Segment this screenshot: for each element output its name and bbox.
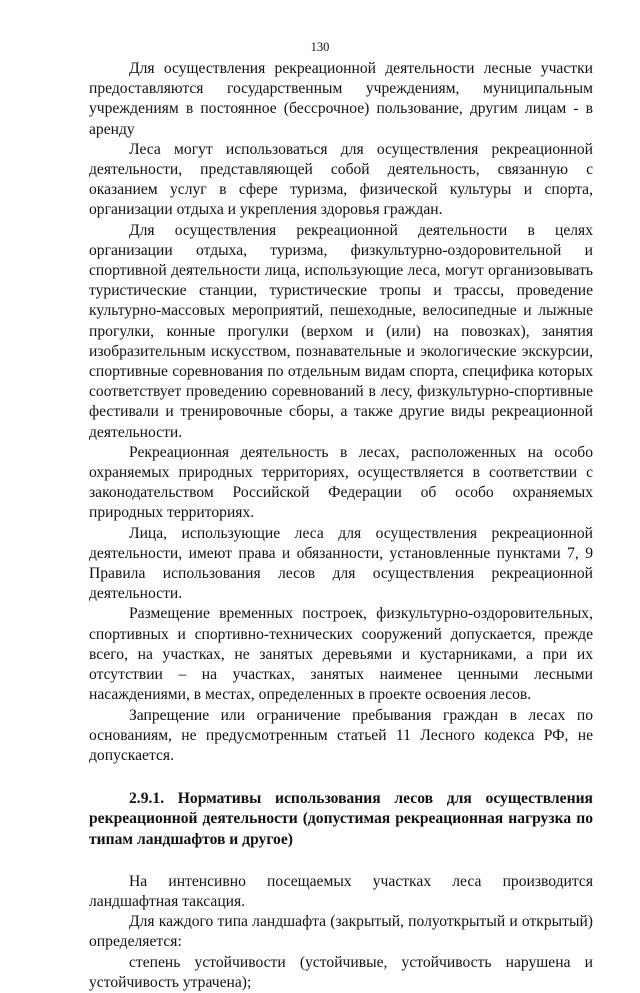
paragraph: Для осуществления рекреационной деятельности лесные участки предоставляются государственным учреждениям, муниципальным учреждениям в постоянное (бессрочное) пользование, другим лицам - в аренду <box>89 60 593 138</box>
paragraph: Рекреационная деятельность в лесах, расположенных на особо охраняемых природных территориях, осуществляется в соответствии с законодательством Российской Федерации об особо охраняемых природных территориях. <box>89 443 593 522</box>
paragraph: Запрещение или ограничение пребывания граждан в лесах по основаниям, не предусмотренным статьей 11 Лесного кодекса РФ, не допускается. <box>89 706 593 764</box>
paragraph: Для каждого типа ландшафта (закрытый, полуоткрытый и открытый) определяется: <box>89 913 593 951</box>
paragraph: степень устойчивости (устойчивые, устойчивость нарушена и устойчивость утрачена); <box>89 953 593 991</box>
page-number: 130 <box>310 40 330 54</box>
paragraph: Размещение временных построек, физкультурно-оздоровительных, спортивных и спортивно-технических сооружений допускается, прежде всего, на участках, не занятых деревьями и кустарниками, а при их отсутствии – на участках, занятых наименее ценными лесными насаждениями, в местах, определенных в проекте освоения лесов. <box>89 605 593 704</box>
paragraph: Леса могут использоваться для осуществления рекреационной деятельности, представляющей собой деятельность, связанную с оказанием услуг в сфере туризма, физической культуры и спорта, организации отдыха и укрепления здоровья граждан. <box>89 140 593 219</box>
paragraph: На интенсивно посещаемых участках леса производится ландшафтная таксация. <box>89 872 593 910</box>
paragraph: Для осуществления рекреационной деятельности в целях организации отдыха, туризма, физкультурно-оздоровительной и спортивной деятельности лица, использующие леса, могут организовывать туристические станции, туристические тропы и трассы, проведение культурно-массовых мероприятий, пешеходные, велосипедные и лыжные прогулки, конные прогулки (верхом и (или) на повозках), занятия изобразительным искусством, познавательные и экологические экскурсии, спортивные соревнования по отдельным видам спорта, специфика которых соответствует проведению соревнований в лесу, физкультурно-спортивные фестивали и тренировочные сборы, а также другие виды рекреационной деятельности. <box>89 221 593 441</box>
paragraph: Лица, использующие леса для осуществления рекреационной деятельности, имеют права и обязанности, установленные пунктами 7, 9 Правила использования лесов для осуществления рекреационной деятельности. <box>89 524 593 603</box>
section-heading: 2.9.1. Нормативы использования лесов для осуществления рекреационной деятельности (допустимая рекреационная нагрузка по типам ландшафтов и другое) <box>89 790 593 848</box>
document-body <box>89 59 593 993</box>
